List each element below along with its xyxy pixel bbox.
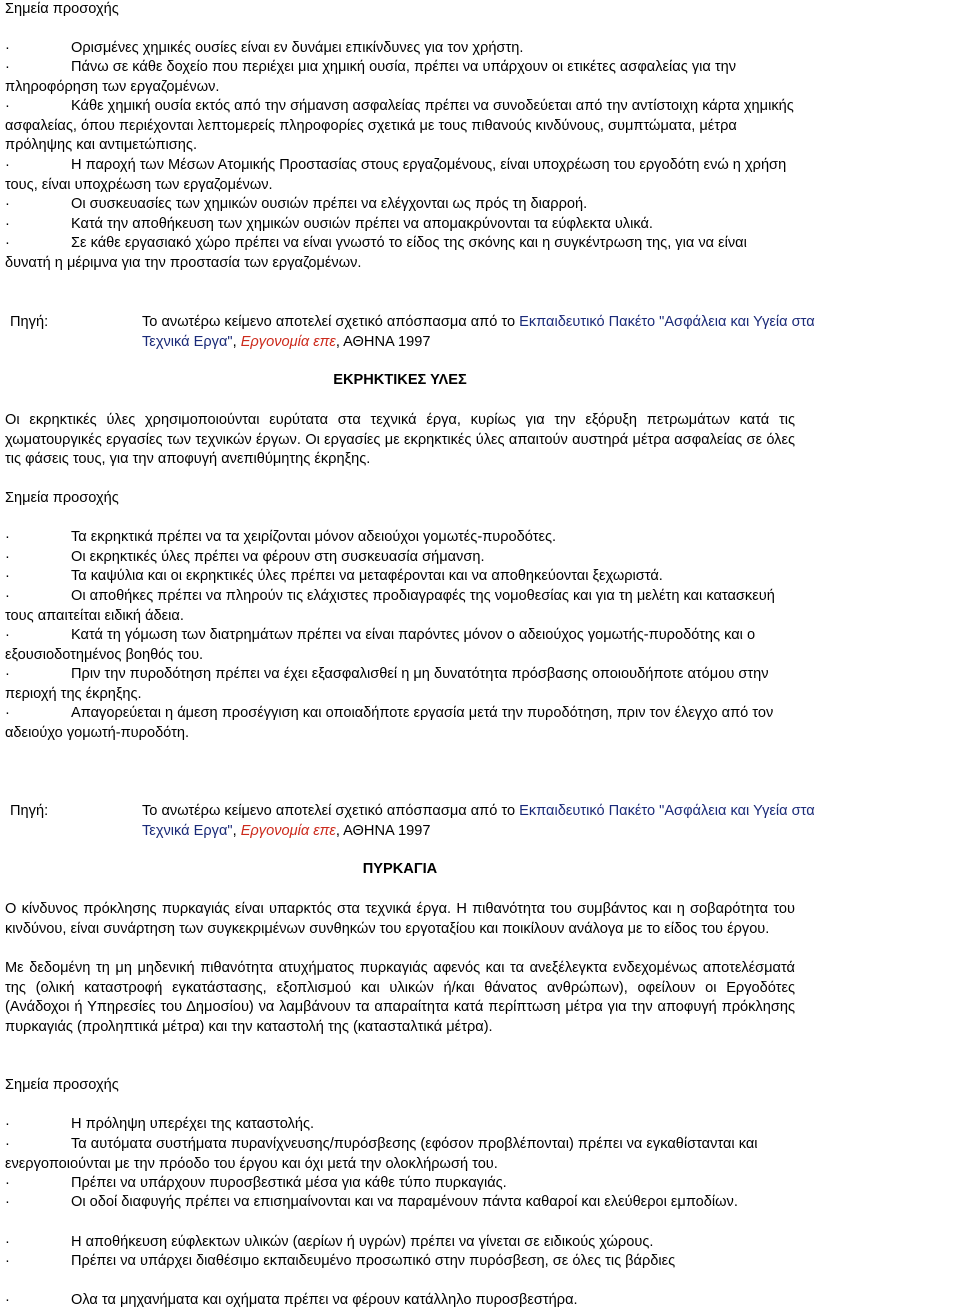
explosives-item-2: · Οι εκρηκτικές ύλες πρέπει να φέρουν στη συσκευασία σήμανση. [5, 548, 795, 568]
fire-item-2: · Τα αυτόματα συστήματα πυρανίχνευσης/πυρόσβεσης (εφόσον προβλέπονται) πρέπει να εγκαθίστανται και ενεργοποιούνται με την πρόοδο του έργου και όχι μετά την ολοκλήρωσή του. [5, 1136, 758, 1172]
bullet-icon: · [5, 1136, 10, 1152]
bullet-icon: · [5, 1116, 10, 1132]
section-heading-fire: ΠΥΡΚΑΓΙΑ [362, 861, 438, 877]
chemicals-item-1: · Ορισμένες χημικές ουσίες είναι εν δυνάμει επικίνδυνες για τον χρήστη. [5, 39, 795, 59]
fire-item-1: · Η πρόληψη υπερέχει της καταστολής. [5, 1115, 795, 1135]
fire-item-4: · Οι οδοί διαφυγής πρέπει να επισημαίνονται και να παραμένουν πάντα καθαροί και ελεύθεροι εμποδίων. [5, 1193, 795, 1213]
fire-item-5: · Η αποθήκευση εύφλεκτων υλικών (αερίων ή υγρών) πρέπει να γίνεται σε ειδικούς χώρους. [5, 1233, 795, 1253]
fire-item-7: · Ολα τα μηχανήματα και οχήματα πρέπει να φέρουν κατάλληλο πυροσβεστήρα. [5, 1291, 795, 1311]
chemicals-item-2: · Πάνω σε κάθε δοχείο που περιέχει μια χημική ουσία, πρέπει να υπάρχουν οι ετικέτες ασφαλείας για την πληροφόρηση των εργαζομένων. [5, 59, 737, 95]
bullet-icon: · [5, 157, 10, 173]
note-heading-explosives: Σημεία προσοχής [5, 490, 119, 506]
explosives-item-5: · Κατά τη γόμωση των διατρημάτων πρέπει να είναι παρόντες μόνον ο αδειούχος γομωτής-πυροδότης και ο εξουσιοδοτημένος βοηθός του. [5, 627, 756, 663]
fire-item-3: · Πρέπει να υπάρχουν πυροσβεστικά μέσα για κάθε τύπο πυρκαγιάς. [5, 1174, 795, 1194]
fire-intro-1: Ο κίνδυνος πρόκλησης πυρκαγιάς είναι υπαρκτός στα τεχνικά έργα. Η πιθανότητα του συμβάντος και η σοβαρότητα του κινδύνου, είναι συνάρτηση των συγκεκριμένων συνθηκών του εργοταξίου και ποικίλουν ανάλογα με το είδος του έργου. [5, 901, 795, 937]
section-heading-explosives: ΕΚΡΗΚΤΙΚΕΣ ΥΛΕΣ [333, 372, 467, 388]
explosives-item-6: · Πριν την πυροδότηση πρέπει να έχει εξασφαλισθεί η μη δυνατότητα πρόσβασης οποιουδήποτε ατόμου στην περιοχή της έκρηξης. [5, 666, 769, 702]
source-text-line2: Τεχνικά Εργα", Εργονομία επε, ΑΘΗΝΑ 1997 [142, 822, 431, 839]
publisher-link[interactable]: Εργονομία επε [240, 333, 336, 350]
chemicals-item-7: · Σε κάθε εργασιακό χώρο πρέπει να είναι γνωστό το είδος της σκόνης και η συγκέντρωση της, για να είναι δυνατή η μέριμνα για την προστασία των εργαζομένων. [5, 235, 747, 271]
bullet-icon: · [5, 568, 10, 584]
bullet-icon: · [5, 627, 10, 643]
source-text: Το ανωτέρω κείμενο αποτελεί σχετικό απόσπασμα από το Εκπαιδευτικό Πακέτο "Ασφάλεια και Υγεία στα [142, 314, 815, 330]
bullet-icon: · [5, 1253, 10, 1269]
bullet-icon: · [5, 549, 10, 565]
note-heading-chemicals: Σημεία προσοχής [5, 1, 119, 17]
source-link[interactable]: Εκπαιδευτικό Πακέτο "Ασφάλεια και Υγεία στα [519, 314, 815, 330]
chemicals-item-5: · Οι συσκευασίες των χημικών ουσιών πρέπει να ελέγχονται ως πρός τη διαρροή. [5, 195, 795, 215]
bullet-icon: · [5, 1292, 10, 1308]
source-text-line2: Τεχνικά Εργα", Εργονομία επε, ΑΘΗΝΑ 1997 [142, 333, 431, 350]
source-link-cont[interactable]: Τεχνικά Εργα" [142, 822, 233, 839]
bullet-icon: · [5, 40, 10, 56]
explosives-item-1: · Τα εκρηκτικά πρέπει να τα χειρίζονται μόνον αδειούχοι γομωτές-πυροδότες. [5, 528, 795, 548]
bullet-icon: · [5, 235, 10, 251]
bullet-icon: · [5, 705, 10, 721]
bullet-icon: · [5, 1234, 10, 1250]
bullet-icon: · [5, 196, 10, 212]
bullet-icon: · [5, 98, 10, 114]
bullet-icon: · [5, 588, 10, 604]
chemicals-item-6: · Κατά την αποθήκευση των χημικών ουσιών πρέπει να απομακρύνονται τα εύφλεκτα υλικά. [5, 215, 795, 235]
fire-item-6: · Πρέπει να υπάρχει διαθέσιμο εκπαιδευμένο προσωπικό στην πυρόσβεση, σε όλες τις βάρδιες [5, 1252, 795, 1272]
explosives-item-7: · Απαγορεύεται η άμεση προσέγγιση και οποιαδήποτε εργασία μετά την πυροδότηση, πριν τον έλεγχο από τον αδειούχο γομωτή-πυροδότη. [5, 705, 774, 741]
source-text: Το ανωτέρω κείμενο αποτελεί σχετικό απόσπασμα από το Εκπαιδευτικό Πακέτο "Ασφάλεια και Υγεία στα [142, 803, 815, 819]
bullet-icon: · [5, 666, 10, 682]
bullet-icon: · [5, 216, 10, 232]
bullet-icon: · [5, 1175, 10, 1191]
source-link[interactable]: Εκπαιδευτικό Πακέτο "Ασφάλεια και Υγεία στα [519, 803, 815, 819]
bullet-icon: · [5, 59, 10, 75]
source-link-cont[interactable]: Τεχνικά Εργα" [142, 333, 233, 350]
explosives-item-3: · Τα καψύλια και οι εκρηκτικές ύλες πρέπει να μεταφέρονται και να αποθηκεύονται ξεχωριστά. [5, 567, 795, 587]
source-label: Πηγή: [10, 803, 49, 819]
chemicals-item-3: · Κάθε χημική ουσία εκτός από την σήμανση ασφαλείας πρέπει να συνοδεύεται από την αντίστοιχη κάρτα χημικής ασφαλείας, όπου περιέχονται λεπτομερείς πληροφορίες σχετικά με τους πιθανούς κινδύνους, συμπτώματα, μέτρα πρόληψης και αντιμετώπισης. [5, 98, 794, 154]
bullet-icon: · [5, 529, 10, 545]
fire-intro-2: Με δεδομένη τη μη μηδενική πιθανότητα ατυχήματος πυρκαγιάς αφενός και τα ανεξέλεγκτα ενδεχομένως αποτελέσματά της (ολική καταστροφή εγκατάστασης, εξοπλισμού και υλικών ή/και θάνατος ανθρώπων), οφείλουν οι Εργοδότες (Ανάδοχοι ή Υπηρεσίες του Δημοσίου) να λαμβάνουν τα απαραίτητα κατά περίπτωση μέτρα για την αποφυγή πρόκλησης πυρκαγιάς (προληπτικά μέτρα) και την καταστολή της (κατασταλτικά μέτρα). [5, 960, 795, 1035]
publisher-link[interactable]: Εργονομία επε [240, 822, 336, 839]
note-heading-fire: Σημεία προσοχής [5, 1077, 119, 1093]
explosives-item-4: · Οι αποθήκες πρέπει να πληρούν τις ελάχιστες προδιαγραφές της νομοθεσίας και για τη μελέτη και κατασκευή τους απαιτείται ειδική άδεια. [5, 588, 775, 624]
bullet-icon: · [5, 1194, 10, 1210]
chemicals-item-4: · Η παροχή των Μέσων Ατομικής Προστασίας στους εργαζομένους, είναι υποχρέωση του εργοδότη ενώ η χρήση τους, είναι υποχρέωση των εργαζομένων. [5, 157, 787, 193]
source-label: Πηγή: [10, 314, 49, 330]
explosives-intro: Οι εκρηκτικές ύλες χρησιμοποιούνται ευρύτατα στα τεχνικά έργα, κυρίως για την εξόρυξη πετρωμάτων κατά τις χωματουργικές εργασίες των τεχνικών έργων. Οι εργασίες με εκρηκτικές ύλες απαιτούν αυστηρά μέτρα ασφαλείας σε όλες τις φάσεις τους, για την αποφυγή ανεπιθύμητης έκρηξης. [5, 412, 795, 468]
